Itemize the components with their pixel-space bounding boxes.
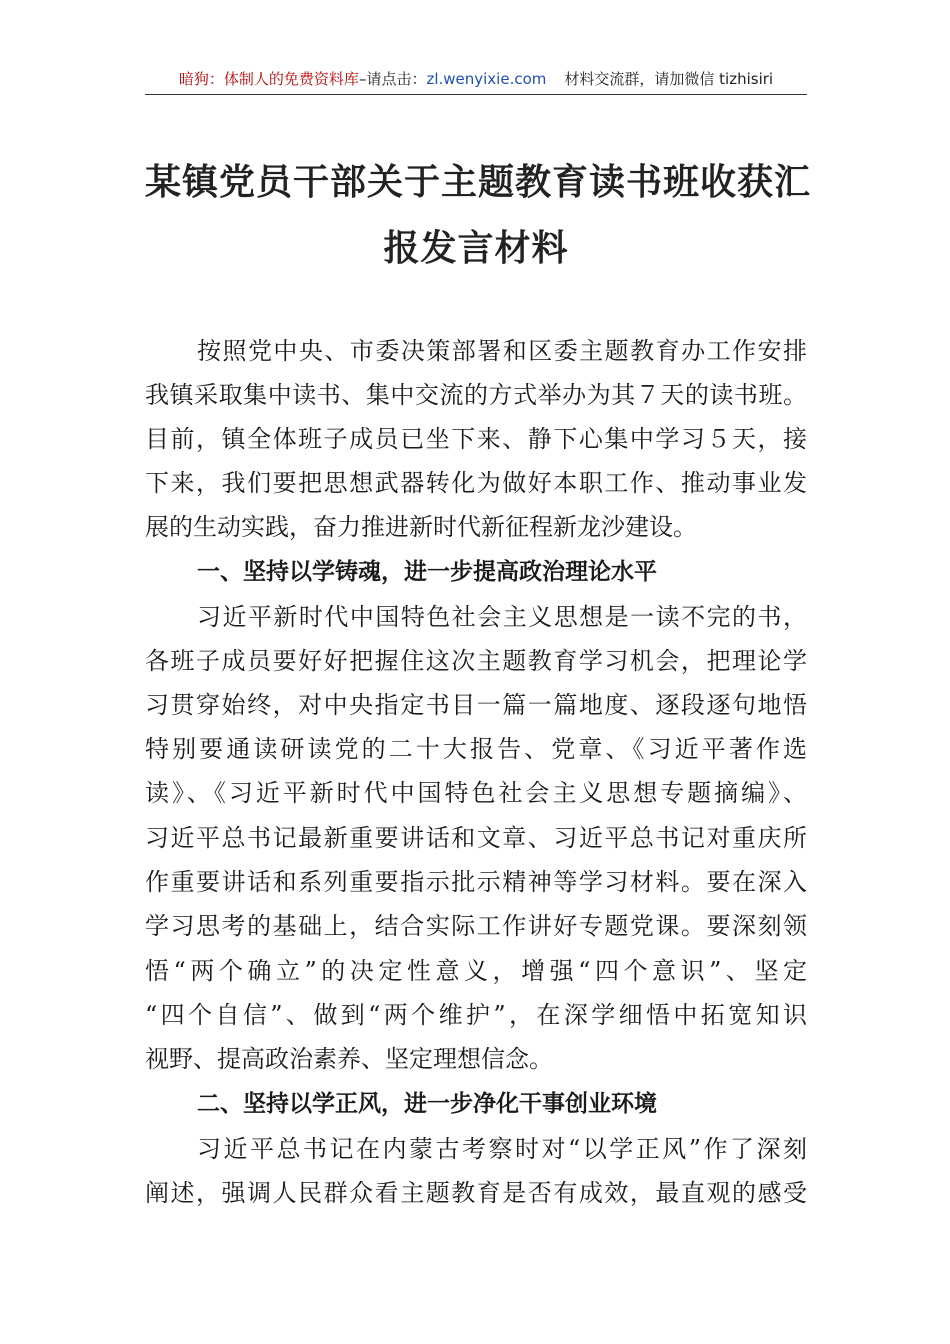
paragraph-line: 我镇采取集中读书、集中交流的方式举办为其７天的读书班。 [145, 381, 807, 409]
paragraph-line: 特别要通读研读党的二十大报告、党章、《习近平著作选 [145, 735, 807, 763]
header-prompt: –请点击： [358, 70, 427, 88]
paragraph-line: 展的生动实践，奋力推进新时代新征程新龙沙建设。 [145, 513, 697, 541]
paragraph-line: 习贯穿始终，对中央指定书目一篇一篇地度、逐段逐句地悟 [145, 691, 807, 719]
paragraph-line: 作重要讲话和系列重要指示批示精神等学习材料。要在深入 [145, 868, 807, 896]
paragraph-line: 下来，我们要把思想武器转化为做好本职工作、推动事业发 [145, 469, 807, 497]
document-title-line-1: 某镇党员干部关于主题教育读书班收获汇 [145, 161, 812, 203]
paragraph-line: 习近平总书记在内蒙古考察时对“以学正风”作了深刻 [197, 1135, 807, 1163]
paragraph-line: 视野、提高政治素养、坚定理想信念。 [145, 1045, 553, 1073]
paragraph-line: 目前，镇全体班子成员已坐下来、静下心集中学习５天，接 [145, 425, 807, 453]
paragraph-line: 习近平总书记最新重要讲话和文章、习近平总书记对重庆所 [145, 824, 807, 852]
paragraph-line: 阐述，强调人民群众看主题教育是否有成效，最直观的感受 [145, 1179, 807, 1207]
paragraph-line: 各班子成员要好好把握住这次主题教育学习机会，把理论学 [145, 647, 807, 675]
document-title-line-2: 报发言材料 [383, 227, 569, 269]
header-brand: 暗狗：体制人的免费资料库 [178, 70, 359, 88]
section-heading-2: 二、坚持以学正风，进一步净化干事创业环境 [197, 1091, 657, 1117]
page-header [145, 68, 807, 95]
header-wechat: 材料交流群，请加微信 tizhisiri [564, 70, 774, 88]
paragraph-line: “四个自信”、做到“两个维护”，在深学细悟中拓宽知识 [145, 1001, 807, 1029]
header-link[interactable]: zl.wenyixie.com [426, 70, 547, 88]
paragraph-line: 学习思考的基础上，结合实际工作讲好专题党课。要深刻领 [145, 912, 807, 940]
section-heading-1: 一、坚持以学铸魂，进一步提高政治理论水平 [197, 559, 657, 585]
paragraph-line: 悟“两个确立”的决定性意义，增强“四个意识”、坚定 [145, 957, 807, 985]
paragraph-line: 按照党中央、市委决策部署和区委主题教育办工作安排 [197, 337, 807, 365]
paragraph-line: 习近平新时代中国特色社会主义思想是一读不完的书， [197, 603, 807, 631]
paragraph-line: 读》、《习近平新时代中国特色社会主义思想专题摘编》、 [145, 779, 807, 807]
